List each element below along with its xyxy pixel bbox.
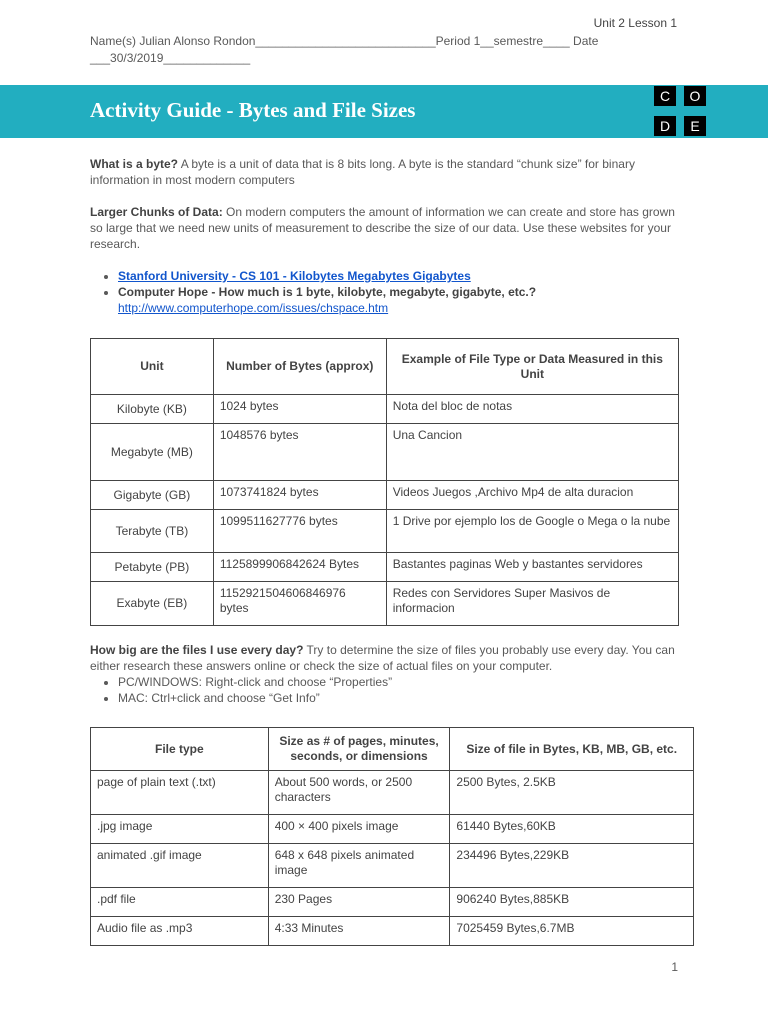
table-header-row (91, 728, 694, 771)
table-cell: Una Cancion (386, 424, 678, 481)
byte-definition (90, 156, 680, 188)
table-cell: 1152921504606846976 bytes (213, 582, 386, 626)
table-cell: 61440 Bytes,60KB (450, 815, 694, 844)
table-cell: 4:33 Minutes (268, 917, 450, 946)
table-row (91, 395, 679, 424)
computerhope-link[interactable]: http://www.computerhope.com/issues/chspace.htm (118, 301, 389, 315)
table-cell: Gigabyte (GB) (91, 481, 214, 510)
column-header: File type (91, 728, 269, 771)
table-cell: Nota del bloc de notas (386, 395, 678, 424)
table-row (91, 917, 694, 946)
tips-list (90, 674, 690, 706)
table-row (91, 888, 694, 917)
table-cell: Exabyte (EB) (91, 582, 214, 626)
table-cell: 1099511627776 bytes (213, 510, 386, 553)
column-header: Size as # of pages, minutes, seconds, or dimensions (268, 728, 450, 771)
table-cell: Terabyte (TB) (91, 510, 214, 553)
column-header: Size of file in Bytes, KB, MB, GB, etc. (450, 728, 694, 771)
table-row (91, 815, 694, 844)
table-row (91, 553, 679, 582)
page-title: Activity Guide - Bytes and File Sizes (90, 98, 416, 122)
table-row (91, 771, 694, 815)
list-item (118, 284, 680, 316)
table-cell: Audio file as .mp3 (91, 917, 269, 946)
table-cell: 1125899906842624 Bytes (213, 553, 386, 582)
units-table (90, 338, 679, 626)
table-row (91, 424, 679, 481)
student-info-line: Name(s) Julian Alonso Rondon___________________________Period 1__semestre____ Date ___30/3/2019_____________ (90, 34, 599, 65)
table-cell: .pdf file (91, 888, 269, 917)
table-cell: 1048576 bytes (213, 424, 386, 481)
table-cell: 906240 Bytes,885KB (450, 888, 694, 917)
table-cell: 1024 bytes (213, 395, 386, 424)
column-header: Unit (91, 339, 214, 395)
question-text: Try to determine the size of files you probably use every day. You can either research these answers online or check the size of actual files on your computer. (90, 643, 675, 673)
larger-chunks-label: Larger Chunks of Data: (90, 205, 223, 219)
table-cell: 1073741824 bytes (213, 481, 386, 510)
stanford-link[interactable]: Stanford University - CS 101 - Kilobytes Megabytes Gigabytes (118, 269, 471, 283)
column-header: Example of File Type or Data Measured in this Unit (386, 339, 678, 395)
table-cell: 2500 Bytes, 2.5KB (450, 771, 694, 815)
table-row (91, 481, 679, 510)
table-cell: Videos Juegos ,Archivo Mp4 de alta duracion (386, 481, 678, 510)
column-header: Number of Bytes (approx) (213, 339, 386, 395)
unit-lesson-label: Unit 2 Lesson 1 (593, 16, 677, 30)
table-cell: 400 × 400 pixels image (268, 815, 450, 844)
list-item: • PC/WINDOWS: Right-click and choose “Properties” (118, 674, 690, 690)
page-number: 1 (671, 960, 678, 974)
larger-chunks-paragraph (90, 204, 680, 252)
logo-letter: E (684, 116, 706, 136)
table-cell: 234496 Bytes,229KB (450, 844, 694, 888)
list-item (118, 268, 680, 284)
larger-chunks-text: On modern computers the amount of information we can create and store has grown so large that we need new units of measurement to describe the size of our data. Use these websites for your research. (90, 205, 675, 251)
table-cell: 7025459 Bytes,6.7MB (450, 917, 694, 946)
table-cell: 648 x 648 pixels animated image (268, 844, 450, 888)
table-cell: Megabyte (MB) (91, 424, 214, 481)
table-header-row (91, 339, 679, 395)
title-banner (0, 85, 768, 138)
code-logo (654, 86, 707, 137)
byte-definition-text: A byte is a unit of data that is 8 bits long. A byte is the standard “chunk size” for binary information in most modern computers (90, 157, 635, 187)
table-cell: 230 Pages (268, 888, 450, 917)
computerhope-title: Computer Hope - How much is 1 byte, kilobyte, megabyte, gigabyte, etc.? (118, 285, 537, 299)
intro-section (90, 156, 680, 316)
question-paragraph (90, 642, 690, 674)
table-row (91, 510, 679, 553)
file-sizes-table (90, 727, 694, 946)
table-cell: Redes con Servidores Super Masivos de informacion (386, 582, 678, 626)
table-cell: .jpg image (91, 815, 269, 844)
table-cell: 1 Drive por ejemplo los de Google o Mega o la nube (386, 510, 678, 553)
table-row (91, 582, 679, 626)
table-cell: animated .gif image (91, 844, 269, 888)
table-row (91, 844, 694, 888)
table-cell: Petabyte (PB) (91, 553, 214, 582)
table-cell: About 500 words, or 2500 characters (268, 771, 450, 815)
table-cell: Kilobyte (KB) (91, 395, 214, 424)
question-label: How big are the files I use every day? (90, 643, 304, 657)
list-item: • MAC: Ctrl+click and choose “Get Info” (118, 690, 690, 706)
logo-letter: C (654, 86, 676, 106)
table-cell: Bastantes paginas Web y bastantes servidores (386, 553, 678, 582)
byte-question-label: What is a byte? (90, 157, 179, 171)
file-size-question (90, 642, 690, 706)
logo-letter: O (684, 86, 706, 106)
table-cell: page of plain text (.txt) (91, 771, 269, 815)
logo-letter: D (654, 116, 676, 136)
research-links (90, 268, 680, 316)
